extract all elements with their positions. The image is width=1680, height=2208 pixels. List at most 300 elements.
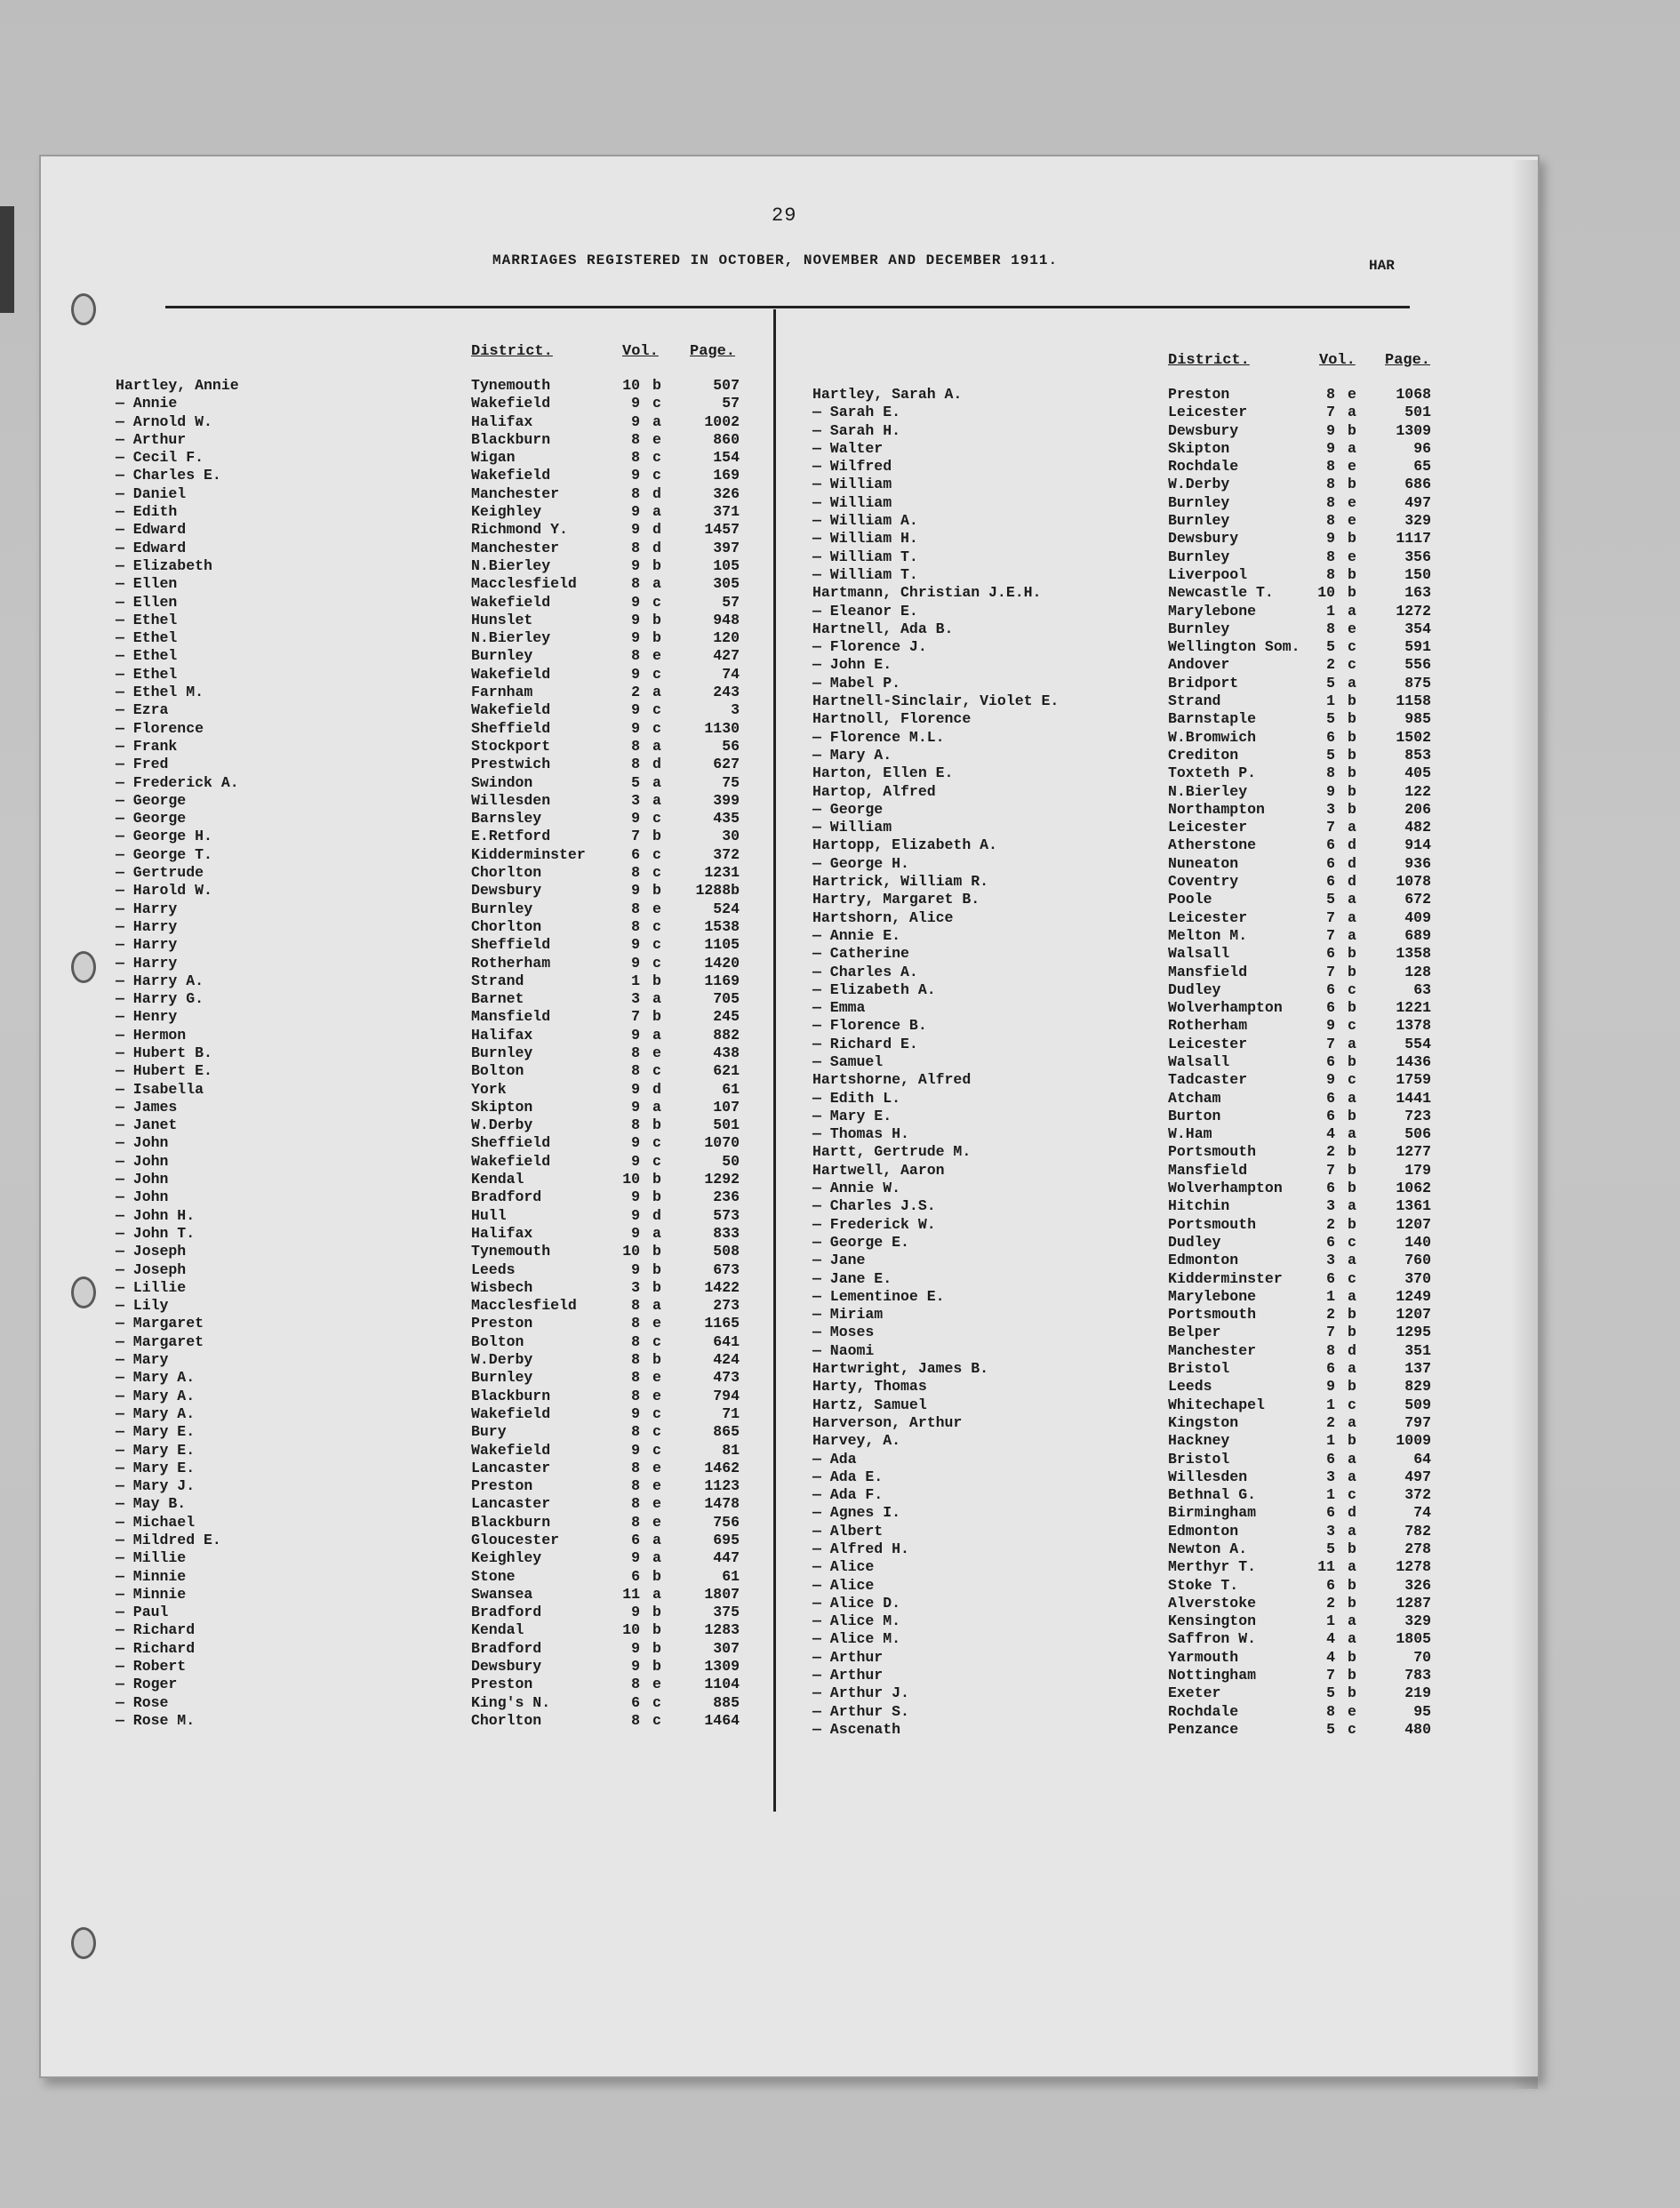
entry-district: Tynemouth: [471, 1243, 551, 1260]
entry-volume: 6: [1326, 1089, 1335, 1107]
register-entry: [116, 1116, 756, 1134]
entry-page: 1805: [1396, 1630, 1431, 1648]
register-entry: [812, 801, 1452, 819]
register-entry: [812, 548, 1452, 566]
entry-page: 1295: [1396, 1324, 1431, 1341]
entry-page: 245: [713, 1008, 740, 1026]
register-entry: [116, 1333, 756, 1351]
entry-volume-letter: b: [652, 1658, 661, 1676]
entry-name: — Minnie: [116, 1585, 187, 1603]
entry-district: Mansfield: [471, 1008, 551, 1026]
entry-district: Burnley: [1168, 548, 1230, 565]
entry-name: — Ascenath: [812, 1720, 901, 1738]
entry-volume-letter: c: [1348, 1396, 1356, 1413]
entry-volume-letter: e: [652, 647, 661, 665]
entry-volume-letter: e: [1348, 512, 1356, 530]
entry-page: 74: [1413, 1504, 1431, 1522]
register-entry: [812, 1558, 1452, 1576]
entry-district: W.Derby: [471, 1116, 533, 1134]
register-entry: [116, 557, 756, 575]
entry-volume: 8: [631, 737, 640, 755]
entry-page: 860: [713, 430, 740, 448]
register-entry: [812, 675, 1452, 692]
entry-volume-letter: e: [1348, 1702, 1356, 1720]
entry-volume-letter: e: [652, 1044, 661, 1061]
register-entry: [116, 1495, 756, 1513]
entry-page: 1502: [1396, 728, 1431, 746]
entry-page: 1441: [1396, 1089, 1431, 1107]
entry-district: Sheffield: [471, 719, 551, 737]
entry-volume-letter: a: [1348, 1630, 1356, 1648]
entry-page: 985: [1404, 710, 1431, 728]
entry-name: — May B.: [116, 1495, 187, 1513]
entry-name: — Lily: [116, 1297, 169, 1315]
entry-volume: 9: [631, 1604, 640, 1621]
entry-volume-letter: a: [652, 990, 661, 1008]
register-entry: [812, 1342, 1452, 1360]
entry-page: 169: [713, 467, 740, 484]
entry-volume: 8: [631, 1513, 640, 1531]
entry-page: 1464: [704, 1711, 740, 1729]
register-entry: [812, 1595, 1452, 1612]
entry-volume: 11: [1317, 1558, 1335, 1576]
entry-page: 1309: [1396, 421, 1431, 439]
entry-district: Walsall: [1168, 1052, 1230, 1070]
entry-page: 1283: [704, 1621, 740, 1639]
entry-page: 627: [713, 756, 740, 773]
entry-volume: 6: [631, 1693, 640, 1711]
register-entry: [116, 1388, 756, 1405]
entry-page: 621: [713, 1062, 740, 1080]
entry-volume: 10: [1317, 584, 1335, 602]
entry-district: Yarmouth: [1168, 1648, 1239, 1666]
entry-page: 1420: [704, 954, 740, 972]
entry-volume: 9: [1326, 439, 1335, 457]
entry-page: 1292: [704, 1171, 740, 1188]
register-entry: [116, 594, 756, 612]
register-entry: [812, 422, 1452, 440]
entry-district: Stockport: [471, 737, 551, 755]
entry-volume: 7: [1326, 404, 1335, 421]
entry-district: Nuneaton: [1168, 854, 1239, 872]
entry-volume-letter: a: [1348, 1035, 1356, 1052]
entry-volume-letter: a: [1348, 1360, 1356, 1378]
entry-page: 1436: [1396, 1052, 1431, 1070]
entry-district: Portsmouth: [1168, 1215, 1257, 1233]
entry-district: Wakefield: [471, 1404, 551, 1422]
entry-name: — Daniel: [116, 484, 187, 502]
entry-volume-letter: e: [652, 1477, 661, 1495]
entry-name: — George: [812, 800, 884, 818]
entry-district: Burnley: [1168, 493, 1230, 511]
entry-volume-letter: a: [652, 773, 661, 791]
entry-volume-letter: b: [1348, 1180, 1356, 1197]
entry-volume: 6: [1326, 854, 1335, 872]
entry-volume: 2: [1326, 1143, 1335, 1161]
entry-volume: 8: [1326, 548, 1335, 565]
entry-page: 1249: [1396, 1287, 1431, 1305]
register-entry: [812, 1090, 1452, 1108]
entry-district: Blackburn: [471, 430, 551, 448]
entry-name: — John: [116, 1171, 169, 1188]
entry-name: — Arthur: [116, 430, 187, 448]
entry-volume-letter: a: [652, 1098, 661, 1116]
entry-volume: 9: [631, 665, 640, 683]
register-entry: [116, 1062, 756, 1080]
entry-name: — Hubert E.: [116, 1062, 212, 1080]
entry-district: Willesden: [1168, 1468, 1248, 1485]
entry-volume: 5: [1326, 674, 1335, 692]
entry-name: Hartrick, William R.: [812, 873, 989, 891]
entry-page: 782: [1404, 1522, 1431, 1540]
entry-volume: 9: [631, 1224, 640, 1242]
register-entry: [116, 1188, 756, 1206]
entry-volume: 8: [1326, 493, 1335, 511]
entry-volume-letter: c: [652, 1441, 661, 1459]
entry-district: Manchester: [471, 539, 560, 556]
entry-name: — William A.: [812, 512, 918, 530]
entry-volume-letter: b: [652, 629, 661, 647]
entry-page: 74: [722, 665, 740, 683]
register-entry: [812, 764, 1452, 782]
entry-name: — Fred: [116, 756, 169, 773]
entry-name: — Alice M.: [812, 1612, 901, 1630]
entry-district: Crediton: [1168, 746, 1239, 764]
entry-page: 61: [722, 1567, 740, 1585]
entry-name: — Ellen: [116, 593, 178, 611]
entry-name: Hartwell, Aaron: [812, 1161, 945, 1179]
entry-page: 1807: [704, 1585, 740, 1603]
entry-district: Chorlton: [471, 1711, 542, 1729]
entry-volume: 8: [631, 1423, 640, 1441]
entry-district: Andover: [1168, 656, 1230, 674]
entry-volume: 9: [631, 701, 640, 719]
register-entry: [812, 1523, 1452, 1540]
entry-district: Manchester: [471, 484, 560, 502]
entry-volume: 6: [1326, 999, 1335, 1017]
entry-name: — Sarah E.: [812, 404, 901, 421]
entry-volume-letter: e: [652, 1315, 661, 1332]
page-number: 29: [772, 204, 797, 227]
entry-name: — Albert: [812, 1522, 884, 1540]
entry-volume: 8: [631, 1459, 640, 1476]
entry-district: Merthyr T.: [1168, 1558, 1257, 1576]
entry-volume: 6: [631, 1532, 640, 1548]
entry-name: — William T.: [812, 565, 918, 583]
entry-volume-letter: b: [652, 1278, 661, 1296]
entry-volume: 4: [1326, 1630, 1335, 1648]
entry-name: — Alice: [812, 1558, 875, 1576]
entry-name: — Lementinoe E.: [812, 1287, 945, 1305]
entry-volume-letter: a: [652, 684, 661, 701]
register-entry: [116, 1604, 756, 1621]
entry-page: 1221: [1396, 999, 1431, 1017]
entry-volume-letter: c: [652, 467, 661, 484]
entry-district: W.Derby: [1168, 476, 1230, 493]
entry-volume-letter: b: [652, 1621, 661, 1639]
entry-volume: 7: [1326, 926, 1335, 944]
entry-name: — Cecil F.: [116, 449, 204, 467]
entry-page: 278: [1404, 1540, 1431, 1557]
entry-name: Hartmann, Christian J.E.H.: [812, 584, 1042, 602]
entry-volume: 7: [1326, 1161, 1335, 1179]
register-entry: [812, 999, 1452, 1017]
entry-volume: 9: [1326, 782, 1335, 800]
entry-district: Leeds: [471, 1260, 516, 1278]
entry-volume-letter: b: [1348, 1540, 1356, 1557]
register-entry: [812, 1197, 1452, 1215]
register-entry: [812, 1703, 1452, 1721]
entry-volume-letter: b: [652, 1567, 661, 1585]
entry-page: 1104: [704, 1676, 740, 1693]
register-entry: [812, 783, 1452, 801]
register-entry: [812, 729, 1452, 747]
entry-district: Lancaster: [471, 1459, 551, 1476]
entry-district: Bristol: [1168, 1360, 1230, 1378]
entry-volume: 9: [1326, 421, 1335, 439]
entry-volume: 8: [631, 900, 640, 917]
register-entry: [116, 1658, 756, 1676]
entry-name: — Robert: [116, 1658, 187, 1676]
entry-page: 435: [713, 810, 740, 828]
entry-page: 105: [713, 556, 740, 574]
entry-name: Hartopp, Elizabeth A.: [812, 836, 997, 854]
entry-volume-letter: b: [652, 1188, 661, 1206]
register-entry: [812, 836, 1452, 854]
punch-hole-icon: [71, 293, 96, 325]
entry-district: Burnley: [471, 1369, 533, 1387]
entry-district: Bradford: [471, 1604, 542, 1621]
entry-name: — Agnes I.: [812, 1504, 901, 1522]
entry-district: Nottingham: [1168, 1667, 1257, 1684]
register-entry: [812, 1234, 1452, 1252]
entry-volume: 6: [1326, 1269, 1335, 1287]
entry-page: 1288b: [695, 882, 740, 900]
entry-page: 875: [1404, 674, 1431, 692]
entry-name: Hartnoll, Florence: [812, 710, 972, 728]
entry-name: — Rose M.: [116, 1711, 196, 1729]
entry-volume: 9: [631, 1549, 640, 1567]
entry-page: 1358: [1396, 945, 1431, 963]
entry-volume: 8: [631, 1351, 640, 1369]
entry-page: 371: [713, 503, 740, 521]
entry-volume: 1: [1326, 1486, 1335, 1504]
entry-district: Gloucester: [471, 1532, 560, 1548]
entry-volume-letter: b: [652, 1639, 661, 1657]
entry-name: — Harry: [116, 900, 178, 917]
entry-volume: 8: [631, 484, 640, 502]
entry-volume-letter: a: [652, 1026, 661, 1044]
entry-volume-letter: a: [1348, 1450, 1356, 1468]
entry-page: 573: [713, 1206, 740, 1224]
entry-district: Northampton: [1168, 800, 1265, 818]
entry-name: — Charles J.S.: [812, 1197, 936, 1215]
entry-volume: 1: [1326, 1396, 1335, 1413]
entry-page: 447: [713, 1549, 740, 1567]
entry-name: — Edith: [116, 503, 178, 521]
entry-volume: 6: [1326, 1052, 1335, 1070]
entry-volume: 8: [1326, 386, 1335, 403]
entry-name: — Annie E.: [812, 926, 901, 944]
entry-district: N.Bierley: [1168, 782, 1248, 800]
entry-volume-letter: d: [652, 756, 661, 773]
register-entry: [116, 1586, 756, 1604]
entry-district: E.Retford: [471, 828, 551, 845]
entry-volume-letter: b: [652, 1260, 661, 1278]
entry-page: 507: [713, 377, 740, 394]
register-entry: [812, 747, 1452, 764]
entry-volume: 7: [1326, 963, 1335, 980]
entry-district: Bridport: [1168, 674, 1239, 692]
entry-name: — Margaret: [116, 1315, 204, 1332]
left-vol-header: Vol.: [622, 343, 659, 360]
entry-page: 482: [1404, 819, 1431, 836]
entry-district: Penzance: [1168, 1720, 1239, 1738]
entry-volume: 2: [1326, 656, 1335, 674]
entry-volume-letter: e: [652, 430, 661, 448]
entry-volume: 3: [631, 990, 640, 1008]
entry-district: Farnham: [471, 684, 533, 701]
entry-name: — William: [812, 476, 892, 493]
entry-page: 1538: [704, 917, 740, 935]
entry-volume: 3: [1326, 1197, 1335, 1215]
entry-volume-letter: a: [1348, 1125, 1356, 1143]
entry-page: 723: [1404, 1107, 1431, 1124]
entry-district: Preston: [1168, 386, 1230, 403]
page-title: MARRIAGES REGISTERED IN OCTOBER, NOVEMBER AND DECEMBER 1911.: [492, 252, 1059, 268]
entry-district: Skipton: [471, 1098, 533, 1116]
entry-volume-letter: c: [652, 1693, 661, 1711]
entry-page: 50: [722, 1152, 740, 1170]
entry-volume-letter: e: [652, 1459, 661, 1476]
entry-district: Liverpool: [1168, 565, 1248, 583]
entry-page: 1378: [1396, 1017, 1431, 1035]
entry-volume-letter: b: [1348, 728, 1356, 746]
entry-name: — William H.: [812, 530, 918, 548]
entry-district: Wisbech: [471, 1278, 533, 1296]
entry-page: 853: [1404, 746, 1431, 764]
entry-page: 81: [722, 1441, 740, 1459]
entry-district: Bradford: [471, 1639, 542, 1657]
entry-volume: 8: [631, 1711, 640, 1729]
entry-name: Hartshorne, Alfred: [812, 1071, 972, 1089]
entry-page: 329: [1404, 1612, 1431, 1630]
entry-volume-letter: c: [1348, 638, 1356, 656]
entry-name: — Mary A.: [116, 1404, 196, 1422]
entry-volume-letter: a: [652, 1297, 661, 1315]
entry-page: 137: [1404, 1360, 1431, 1378]
entry-district: Blackburn: [471, 1387, 551, 1404]
entry-district: Preston: [471, 1315, 533, 1332]
entry-page: 424: [713, 1351, 740, 1369]
register-entry: [116, 1081, 756, 1099]
entry-name: — Ada F.: [812, 1486, 884, 1504]
entry-volume: 9: [631, 719, 640, 737]
register-entry: [116, 882, 756, 900]
entry-volume-letter: d: [1348, 1341, 1356, 1359]
entry-page: 57: [722, 593, 740, 611]
register-entry: [116, 1676, 756, 1693]
entry-volume: 10: [622, 1621, 640, 1639]
entry-volume: 9: [1326, 1017, 1335, 1035]
entry-name: — William: [812, 493, 892, 511]
entry-volume: 9: [631, 412, 640, 430]
entry-name: — Mary E.: [116, 1441, 196, 1459]
entry-volume-letter: a: [1348, 1612, 1356, 1630]
header-rule: [165, 306, 1410, 308]
entry-volume: 6: [1326, 1450, 1335, 1468]
entry-district: Richmond Y.: [471, 521, 568, 539]
entry-volume-letter: c: [652, 917, 661, 935]
entry-volume: 2: [1326, 1306, 1335, 1324]
entry-district: Dudley: [1168, 980, 1221, 998]
entry-district: Edmonton: [1168, 1252, 1239, 1269]
entry-page: 438: [713, 1044, 740, 1061]
entry-name: — Ethel M.: [116, 684, 204, 701]
register-entry: [116, 1044, 756, 1062]
entry-page: 833: [713, 1224, 740, 1242]
entry-volume-letter: a: [1348, 1197, 1356, 1215]
entry-volume: 1: [631, 972, 640, 989]
register-entry: [812, 1577, 1452, 1595]
entry-volume-letter: a: [652, 791, 661, 809]
entry-volume-letter: c: [652, 1404, 661, 1422]
entry-volume: 8: [631, 1062, 640, 1080]
register-entry: [116, 1351, 756, 1369]
register-entry: [812, 1451, 1452, 1468]
register-entry: [116, 720, 756, 738]
entry-page: 329: [1404, 512, 1431, 530]
punch-hole-icon: [71, 951, 96, 983]
entry-page: 75: [722, 773, 740, 791]
entry-volume: 9: [1326, 1378, 1335, 1396]
entry-district: Newcastle T.: [1168, 584, 1274, 602]
entry-name: — Mary A.: [116, 1387, 196, 1404]
entry-district: W.Ham: [1168, 1125, 1212, 1143]
entry-volume: 5: [1326, 710, 1335, 728]
entry-volume: 9: [631, 810, 640, 828]
entry-volume-letter: b: [1348, 692, 1356, 710]
entry-name: — Harold W.: [116, 882, 212, 900]
entry-name: — Sarah H.: [812, 421, 901, 439]
entry-volume-letter: c: [652, 593, 661, 611]
entry-volume: 8: [1326, 1341, 1335, 1359]
entry-district: Rotherham: [471, 954, 551, 972]
entry-volume-letter: b: [1348, 1432, 1356, 1450]
entry-name: — Mary E.: [812, 1107, 892, 1124]
entry-volume-letter: b: [652, 972, 661, 989]
entry-volume: 6: [631, 845, 640, 863]
entry-volume-letter: c: [1348, 1269, 1356, 1287]
entry-page: 1068: [1396, 386, 1431, 403]
register-entry: [116, 1297, 756, 1315]
entry-district: King's N.: [471, 1693, 551, 1711]
register-entry: [116, 990, 756, 1008]
register-entry: [812, 964, 1452, 981]
entry-name: — Paul: [116, 1604, 169, 1621]
entry-name: Hartwright, James B.: [812, 1360, 989, 1378]
register-entry: [116, 575, 756, 593]
entry-district: Rochdale: [1168, 1702, 1239, 1720]
entry-page: 501: [713, 1116, 740, 1134]
entry-name: — Janet: [116, 1116, 178, 1134]
entry-district: Burnley: [1168, 512, 1230, 530]
register-entry: [116, 1621, 756, 1639]
entry-page: 354: [1404, 620, 1431, 637]
entry-volume-letter: b: [652, 1604, 661, 1621]
entry-district: Newton A.: [1168, 1540, 1248, 1557]
entry-volume-letter: c: [652, 1711, 661, 1729]
